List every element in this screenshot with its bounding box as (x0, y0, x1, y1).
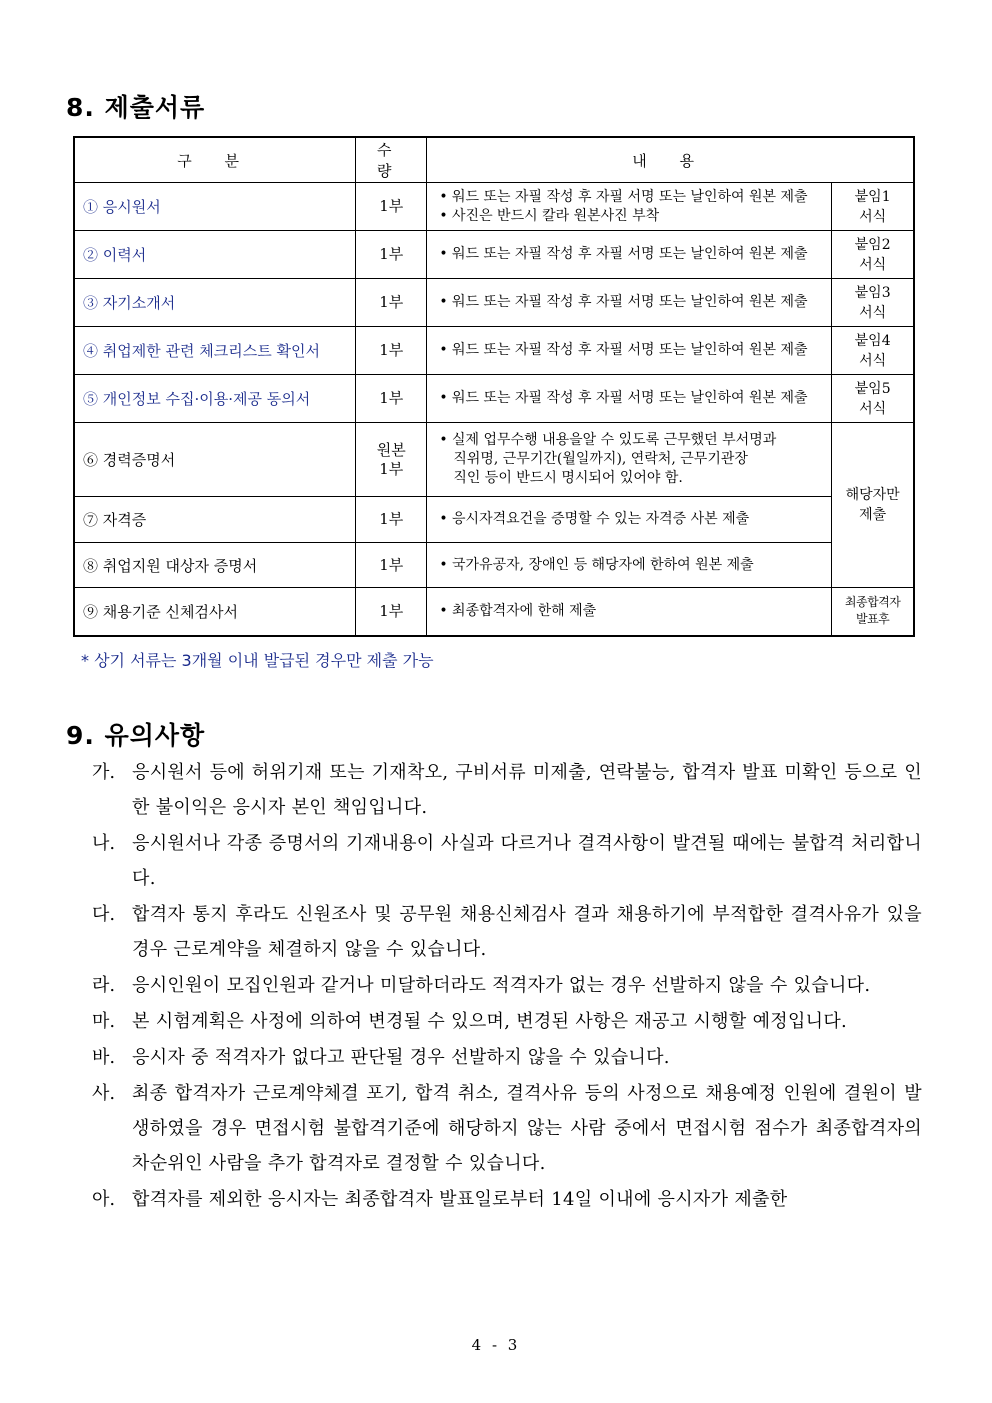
table-row (74, 375, 914, 423)
section-9-heading: 9. 유의사항 (66, 721, 206, 750)
header-quantity: 수 량 (356, 137, 427, 183)
document-quantity: 1부 (356, 231, 427, 279)
document-name: ⑨ 채용기준 신체검사서 (74, 588, 356, 636)
document-content (427, 497, 832, 543)
document-quantity: 원본 1부 (356, 423, 427, 497)
table-row (74, 423, 914, 497)
table-row (74, 183, 914, 231)
document-content (427, 375, 832, 423)
notice-item (92, 968, 922, 1003)
notice-item (92, 826, 922, 896)
document-note: 붙임4 서식 (832, 327, 914, 375)
documents-table (73, 136, 915, 637)
table-row (74, 543, 914, 588)
section-8-heading: 8. 제출서류 (66, 93, 206, 122)
notice-text: 최종 합격자가 근로계약체결 포기, 합격 취소, 결격사유 등의 사정으로 채용예정 인원에 결원이 발생하였을 경우 면접시험 불합격기준에 해당하지 않는 사람 중에서 면접시험 점수가 최종합격자의 차순위인 사람을 추가 합격자로 결정할 수 있습니다. (132, 1083, 922, 1174)
notice-text: 응시원서나 각종 증명서의 기재내용이 사실과 다르거나 결격사항이 발견될 때에는 불합격 처리합니다. (132, 833, 922, 889)
content-line: • 워드 또는 자필 작성 후 자필 서명 또는 날인하여 원본 제출 (439, 342, 808, 358)
document-quantity: 1부 (356, 183, 427, 231)
document-content (427, 279, 832, 327)
document-name: ⑦ 자격증 (74, 497, 356, 543)
notice-item (92, 1182, 922, 1217)
notice-item (92, 1004, 922, 1039)
document-quantity: 1부 (356, 375, 427, 423)
content-line: • 최종합격자에 한해 제출 (439, 602, 597, 619)
table-row (74, 279, 914, 327)
notice-list (92, 755, 922, 1218)
content-line: • 응시자격요건을 증명할 수 있는 자격증 사본 제출 (439, 511, 750, 527)
notice-text: 합격자를 제외한 응시자는 최종합격자 발표일로부터 14일 이내에 응시자가 제출한 (132, 1189, 788, 1210)
merged-note: 해당자만 제출 (832, 423, 914, 588)
content-line: 직위명, 근무기간(월일까지), 연락처, 근무기관장 (453, 451, 748, 467)
table-row (74, 497, 914, 543)
document-note: 최종합격자 발표후 (832, 588, 914, 636)
notice-label: 마. (92, 1011, 116, 1032)
document-name: ⑥ 경력증명서 (74, 423, 356, 497)
document-content (427, 543, 832, 588)
content-line: • 국가유공자, 장애인 등 해당자에 한하여 원본 제출 (439, 556, 754, 573)
content-line: • 워드 또는 자필 작성 후 자필 서명 또는 날인하여 원본 제출 (439, 246, 808, 262)
document-note: 붙임5 서식 (832, 375, 914, 423)
notice-label: 아. (92, 1189, 116, 1210)
notice-text: 응시원서 등에 허위기재 또는 기재착오, 구비서류 미제출, 연락불능, 합격자 발표 미확인 등으로 인한 불이익은 응시자 본인 책임입니다. (132, 762, 922, 818)
content-line: • 워드 또는 자필 작성 후 자필 서명 또는 날인하여 원본 제출 (439, 188, 808, 205)
content-line: • 사진은 반드시 칼라 원본사진 부착 (439, 207, 660, 224)
footnote: * 상기 서류는 3개월 이내 발급된 경우만 제출 가능 (81, 651, 434, 670)
notice-label: 바. (92, 1047, 116, 1068)
notice-text: 응시인원이 모집인원과 같거나 미달하더라도 적격자가 없는 경우 선발하지 않을 수 있습니다. (132, 975, 871, 996)
table-header-row (74, 137, 914, 183)
content-line: • 워드 또는 자필 작성 후 자필 서명 또는 날인하여 원본 제출 (439, 390, 808, 406)
document-content (427, 588, 832, 636)
document-name: ② 이력서 (74, 231, 356, 279)
notice-item (92, 755, 922, 825)
notice-item (92, 1040, 922, 1075)
document-quantity: 1부 (356, 327, 427, 375)
notice-text: 본 시험계획은 사정에 의하여 변경될 수 있으며, 변경된 사항은 재공고 시행할 예정입니다. (132, 1011, 848, 1032)
document-note: 붙임1 서식 (832, 183, 914, 231)
notice-item (92, 897, 922, 967)
table-row (74, 327, 914, 375)
header-category: 구 분 (74, 137, 356, 183)
document-content (427, 423, 832, 497)
notice-label: 다. (92, 904, 116, 925)
document-name: ③ 자기소개서 (74, 279, 356, 327)
document-name: ⑤ 개인정보 수집·이용·제공 동의서 (74, 375, 356, 423)
document-name: ⑧ 취업지원 대상자 증명서 (74, 543, 356, 588)
document-note: 붙임3 서식 (832, 279, 914, 327)
notice-label: 가. (92, 762, 116, 783)
document-content (427, 327, 832, 375)
document-content (427, 183, 832, 231)
document-content (427, 231, 832, 279)
header-content: 내 용 (427, 137, 914, 183)
document-quantity: 1부 (356, 588, 427, 636)
table-row (74, 588, 914, 636)
document-quantity: 1부 (356, 543, 427, 588)
notice-text: 합격자 통지 후라도 신원조사 및 공무원 채용신체검사 결과 채용하기에 부적합한 결격사유가 있을 경우 근로계약을 체결하지 않을 수 있습니다. (132, 904, 922, 960)
document-name: ① 응시원서 (74, 183, 356, 231)
table-row (74, 231, 914, 279)
document-quantity: 1부 (356, 279, 427, 327)
page-number: 4 - 3 (471, 1336, 521, 1354)
notice-label: 나. (92, 833, 116, 854)
notice-label: 라. (92, 975, 116, 996)
content-line: 직인 등이 반드시 명시되어 있어야 함. (453, 470, 683, 486)
content-line: • 실제 업무수행 내용을알 수 있도록 근무했던 부서명과 (439, 432, 777, 448)
document-note: 붙임2 서식 (832, 231, 914, 279)
notice-item (92, 1076, 922, 1181)
document-quantity: 1부 (356, 497, 427, 543)
notice-label: 사. (92, 1083, 116, 1104)
document-name: ④ 취업제한 관련 체크리스트 확인서 (74, 327, 356, 375)
notice-text: 응시자 중 적격자가 없다고 판단될 경우 선발하지 않을 수 있습니다. (132, 1047, 670, 1068)
content-line: • 워드 또는 자필 작성 후 자필 서명 또는 날인하여 원본 제출 (439, 294, 808, 310)
